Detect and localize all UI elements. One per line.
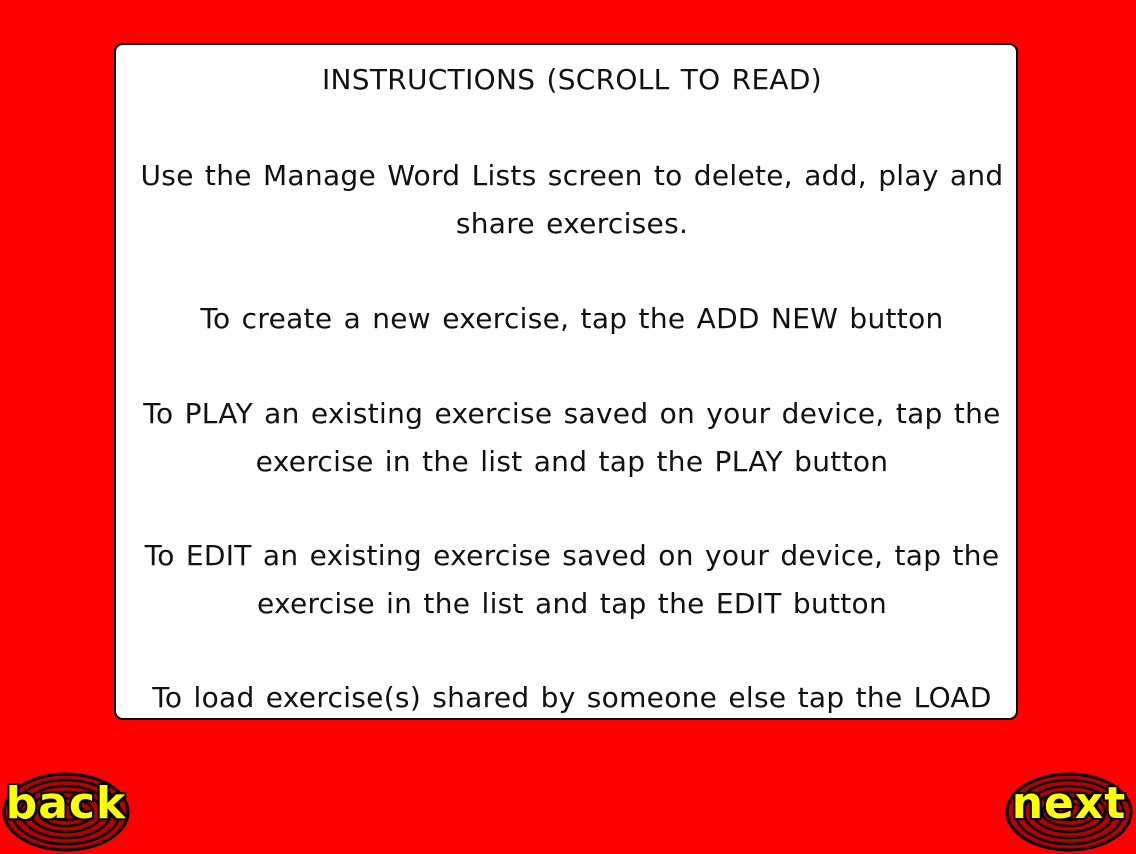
next-button[interactable] (1005, 772, 1133, 854)
instruction-paragraph: Use the Manage Word Lists screen to delete, add, play and share exercises. (140, 159, 1004, 240)
next-label: next (1011, 778, 1127, 829)
instruction-paragraph: To load exercise(s) shared by someone else tap the LOAD (152, 681, 992, 714)
instructions-heading: INSTRUCTIONS (SCROLL TO READ) (322, 63, 822, 96)
instruction-paragraph: To PLAY an existing exercise saved on your device, tap the exercise in the list and tap the PLAY button (143, 397, 1001, 478)
back-label: back (5, 778, 127, 829)
back-button[interactable] (2, 772, 130, 854)
instruction-paragraph: To create a new exercise, tap the ADD NEW button (200, 302, 944, 335)
instruction-paragraph: To EDIT an existing exercise saved on your device, tap the exercise in the list and tap the EDIT button (144, 539, 1000, 620)
instructions-panel[interactable] (114, 43, 1018, 720)
